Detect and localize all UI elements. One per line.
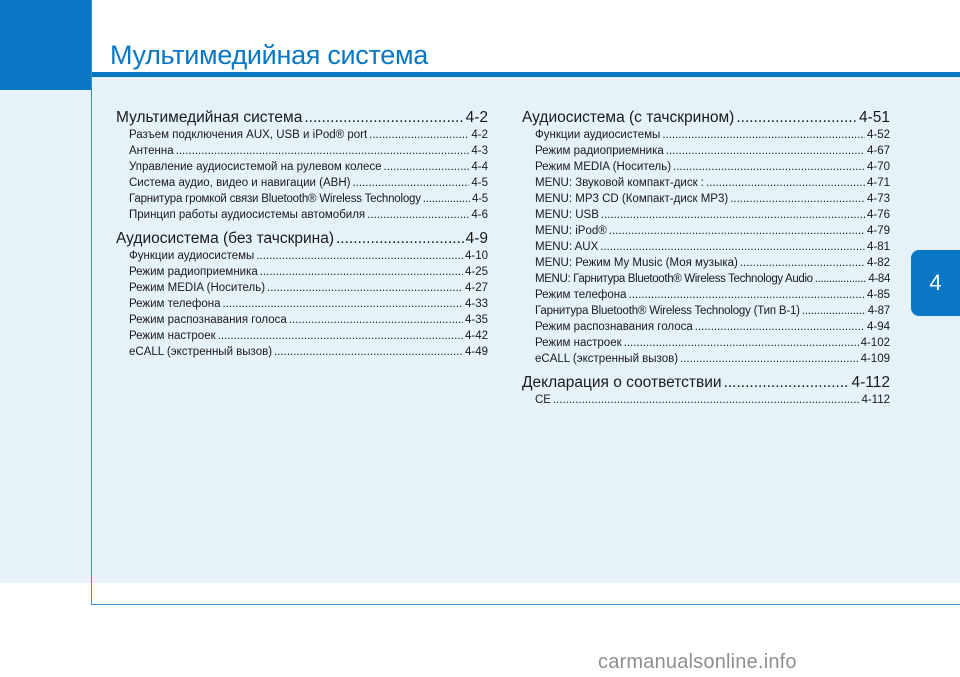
toc-page-number: 4-82 [866, 257, 890, 269]
dot-leader [662, 127, 865, 143]
dot-leader [724, 373, 850, 392]
toc-page-number: 4-112 [851, 374, 890, 391]
toc-page-number: 4-2 [471, 129, 488, 141]
toc-entry[interactable] [522, 127, 890, 143]
toc-entry[interactable] [522, 287, 890, 303]
toc-section-title: Декларация о соответствии [522, 374, 722, 391]
dot-leader [736, 108, 857, 127]
toc-entry-label: MENU: MP3 CD (Компакт-диск MP3) [535, 193, 729, 205]
dot-leader [629, 287, 865, 303]
toc-section [522, 373, 890, 408]
toc-page-number: 4-52 [866, 129, 890, 141]
toc-page-number: 4-33 [464, 298, 488, 310]
toc-page-number: 4-94 [866, 321, 890, 333]
toc-column-left [116, 108, 488, 366]
toc-entry-label: Режим телефона [535, 289, 627, 301]
toc-section-heading[interactable] [116, 108, 488, 127]
toc-entry-label: Режим распознавания голоса [129, 314, 287, 326]
toc-column-right [522, 108, 890, 414]
dot-leader [260, 264, 463, 280]
dot-leader [304, 108, 463, 127]
toc-page-number: 4-4 [471, 161, 488, 173]
left-corner-block [0, 0, 91, 90]
toc-page-number: 4-109 [860, 353, 890, 365]
toc-entry-label: Гарнитура Bluetooth® Wireless Technology (Тип B-1) [535, 305, 800, 317]
dot-leader [695, 319, 865, 335]
toc-page-number: 4-70 [866, 161, 890, 173]
toc-page-number: 4-51 [858, 109, 890, 126]
toc-section-title: Аудиосистема (с тачскрином) [522, 109, 735, 126]
toc-page-number: 4-25 [464, 266, 488, 278]
toc-entry-label: MENU: Гарнитура Bluetooth® Wireless Technology Audio [535, 273, 813, 285]
toc-page-number: 4-35 [464, 314, 488, 326]
dot-leader [336, 229, 464, 248]
toc-entry-label: MENU: AUX [535, 241, 599, 253]
toc-section [116, 229, 488, 360]
toc-entry-label: Режим настроек [129, 330, 216, 342]
toc-entry-label: Система аудио, видео и навигации (АВН) [129, 177, 351, 189]
dot-leader [609, 223, 865, 239]
toc-section [522, 108, 890, 367]
toc-page-number: 4-5 [471, 177, 488, 189]
toc-entry-label: Режим MEDIA (Носитель) [535, 161, 672, 173]
toc-page-number: 4-42 [464, 330, 488, 342]
dot-leader [802, 303, 866, 319]
toc-page-number: 4-9 [465, 230, 488, 247]
toc-entry[interactable] [116, 207, 488, 223]
toc-page-number: 4-3 [471, 145, 488, 157]
toc-section-heading[interactable] [522, 373, 890, 392]
toc-entry[interactable] [116, 328, 488, 344]
toc-entry[interactable] [116, 344, 488, 360]
toc-entry[interactable] [522, 303, 890, 319]
toc-section-heading[interactable] [522, 108, 890, 127]
dot-leader [740, 255, 865, 271]
toc-page-number: 4-76 [866, 209, 890, 221]
toc-entry[interactable] [116, 280, 488, 296]
toc-entry-label: Функции аудиосистемы [129, 250, 255, 262]
toc-entry-label: Режим настроек [535, 337, 622, 349]
toc-entry-label: MENU: Звуковой компакт-диск : [535, 177, 705, 189]
toc-section [116, 108, 488, 223]
toc-page-number: 4-5 [471, 193, 488, 205]
toc-page-number: 4-102 [860, 337, 890, 349]
toc-entry[interactable] [522, 271, 890, 287]
toc-entry-label: eCALL (экстренный вызов) [129, 346, 273, 358]
watermark-text: carmanualsonline.info [598, 651, 797, 673]
dot-leader [369, 127, 469, 143]
dot-leader [666, 143, 865, 159]
dot-leader [289, 312, 463, 328]
toc-entry[interactable] [522, 207, 890, 223]
toc-entry[interactable] [116, 296, 488, 312]
toc-entry[interactable] [116, 264, 488, 280]
toc-page-number: 4-10 [464, 250, 488, 262]
toc-entry-label: Режим телефона [129, 298, 221, 310]
toc-page-number: 4-6 [471, 209, 488, 221]
dot-leader [673, 159, 865, 175]
toc-entry[interactable] [116, 175, 488, 191]
left-margin-rule [91, 0, 92, 605]
dot-leader [267, 280, 463, 296]
dot-leader [624, 335, 859, 351]
dot-leader [384, 159, 470, 175]
toc-entry[interactable] [116, 248, 488, 264]
toc-section-heading[interactable] [116, 229, 488, 248]
toc-entry-label: Разъем подключения AUX, USB и iPod® port [129, 129, 368, 141]
dot-leader [553, 392, 859, 408]
toc-page-number: 4-81 [866, 241, 890, 253]
toc-entry[interactable] [522, 143, 890, 159]
title-underline [92, 72, 960, 77]
toc-entry-label: Антенна [129, 145, 174, 157]
dot-leader [274, 344, 463, 360]
toc-entry-label: eCALL (экстренный вызов) [535, 353, 679, 365]
toc-entry-label: CE [535, 394, 551, 406]
toc-section-title: Аудиосистема (без тачскрина) [116, 230, 334, 247]
dot-leader [600, 239, 865, 255]
toc-entry[interactable] [522, 255, 890, 271]
toc-entry-label: MENU: Режим My Music (Моя музыка) [535, 257, 738, 269]
toc-entry[interactable] [522, 319, 890, 335]
toc-page-number: 4-73 [866, 193, 890, 205]
toc-entry-label: Управление аудиосистемой на рулевом колесе [129, 161, 382, 173]
toc-entry[interactable] [522, 335, 890, 351]
toc-entry-label: Функции аудиосистемы [535, 129, 661, 141]
toc-entry[interactable] [522, 159, 890, 175]
dot-leader [367, 207, 469, 223]
toc-page-number: 4-71 [866, 177, 890, 189]
toc-page-number: 4-85 [866, 289, 890, 301]
toc-page-number: 4-27 [464, 282, 488, 294]
toc-entry-label: MENU: USB [535, 209, 599, 221]
dot-leader [680, 351, 859, 367]
dot-leader [815, 271, 867, 287]
dot-leader [730, 191, 865, 207]
dot-leader [352, 175, 469, 191]
toc-page-number: 4-49 [464, 346, 488, 358]
toc-page-number: 4-67 [866, 145, 890, 157]
toc-page-number: 4-87 [867, 305, 890, 317]
toc-page-number: 4-79 [866, 225, 890, 237]
dot-leader [706, 175, 865, 191]
toc-entry-label: Принцип работы аудиосистемы автомобиля [129, 209, 366, 221]
toc-entry[interactable] [116, 312, 488, 328]
toc-section-title: Мультимедийная система [116, 109, 303, 126]
toc-entry-label: Режим радиоприемника [535, 145, 664, 157]
toc-entry[interactable] [522, 223, 890, 239]
toc-entry[interactable] [522, 351, 890, 367]
toc-entry[interactable] [522, 239, 890, 255]
toc-entry-label: Режим распознавания голоса [535, 321, 693, 333]
toc-entry-label: Режим радиоприемника [129, 266, 258, 278]
toc-entry[interactable] [522, 392, 890, 408]
bottom-rule [92, 604, 960, 605]
dot-leader [223, 296, 463, 312]
dot-leader [176, 143, 470, 159]
toc-entry[interactable] [116, 191, 488, 207]
toc-entry-label: Гарнитура громкой связи Bluetooth® Wireless Technology [129, 193, 421, 205]
toc-page-number: 4-2 [465, 109, 488, 126]
dot-leader [218, 328, 463, 344]
toc-entry[interactable] [116, 143, 488, 159]
dot-leader [601, 207, 865, 223]
toc-entry[interactable] [522, 175, 890, 191]
page-title: Мультимедийная система [110, 40, 428, 70]
chapter-tab[interactable]: 4 [911, 250, 960, 316]
dot-leader [256, 248, 463, 264]
dot-leader [423, 191, 470, 207]
toc-page-number: 4-112 [861, 394, 890, 406]
toc-entry[interactable] [116, 159, 488, 175]
toc-entry[interactable] [522, 191, 890, 207]
toc-entry-label: Режим MEDIA (Носитель) [129, 282, 266, 294]
toc-entry[interactable] [116, 127, 488, 143]
toc-entry-label: MENU: iPod® [535, 225, 607, 237]
toc-page-number: 4-84 [868, 273, 890, 285]
